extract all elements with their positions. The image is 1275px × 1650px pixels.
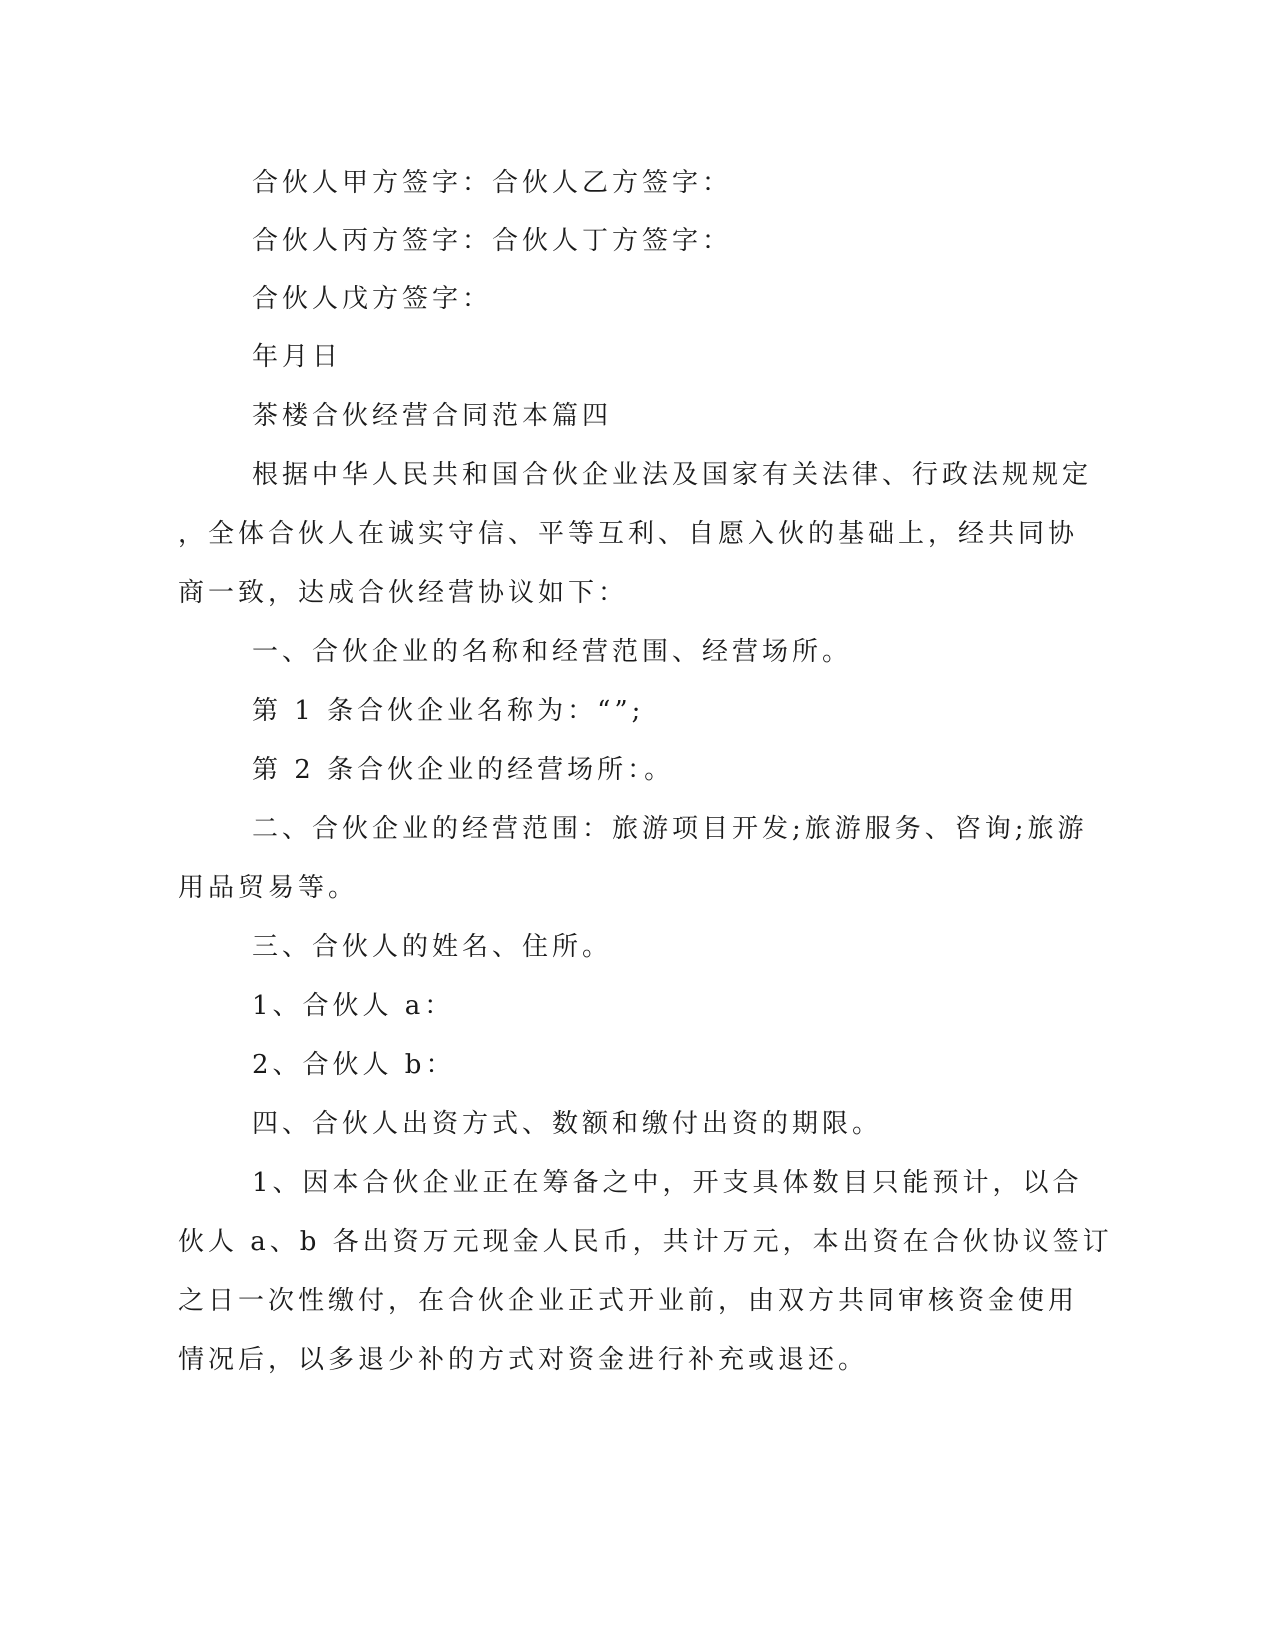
paragraph-line: 之日一次性缴付，在合伙企业正式开业前，由双方共同审核资金使用 [178,1286,1079,1316]
date-line: 年月日 [252,342,343,372]
article-item: 2、合伙人 b： [252,1050,456,1080]
article-item: 第 2 条合伙企业的经营场所：。 [252,755,675,785]
paragraph-line: ，全体合伙人在诚实守信、平等互利、自愿入伙的基础上，经共同协 [178,519,1079,549]
article-heading: 三、合伙人的姓名、住所。 [252,932,613,962]
article-item: 第 1 条合伙企业名称为：“”; [252,696,645,726]
article-heading: 四、合伙人出资方式、数额和缴付出资的期限。 [252,1109,883,1139]
signature-line-wu: 合伙人戊方签字： [252,284,493,314]
paragraph-line: 1、因本合伙企业正在筹备之中，开支具体数目只能预计，以合 [252,1168,1083,1198]
article-item: 1、合伙人 a： [252,991,455,1021]
article-heading: 二、合伙企业的经营范围：旅游项目开发;旅游服务、咨询;旅游 [252,814,1088,844]
signature-line-jia-yi: 合伙人甲方签字：合伙人乙方签字： [252,168,733,198]
paragraph-line: 用品贸易等。 [178,873,359,903]
paragraph-line: 商一致，达成合伙经营协议如下： [178,578,629,608]
paragraph-line: 情况后，以多退少补的方式对资金进行补充或退还。 [178,1345,869,1375]
section-title: 茶楼合伙经营合同范本篇四 [252,401,613,431]
article-heading: 一、合伙企业的名称和经营范围、经营场所。 [252,637,853,667]
paragraph-line: 根据中华人民共和国合伙企业法及国家有关法律、行政法规规定 [252,460,1093,490]
paragraph-line: 伙人 a、b 各出资万元现金人民币，共计万元，本出资在合伙协议签订 [178,1227,1113,1257]
signature-line-bing-ding: 合伙人丙方签字：合伙人丁方签字： [252,226,733,256]
